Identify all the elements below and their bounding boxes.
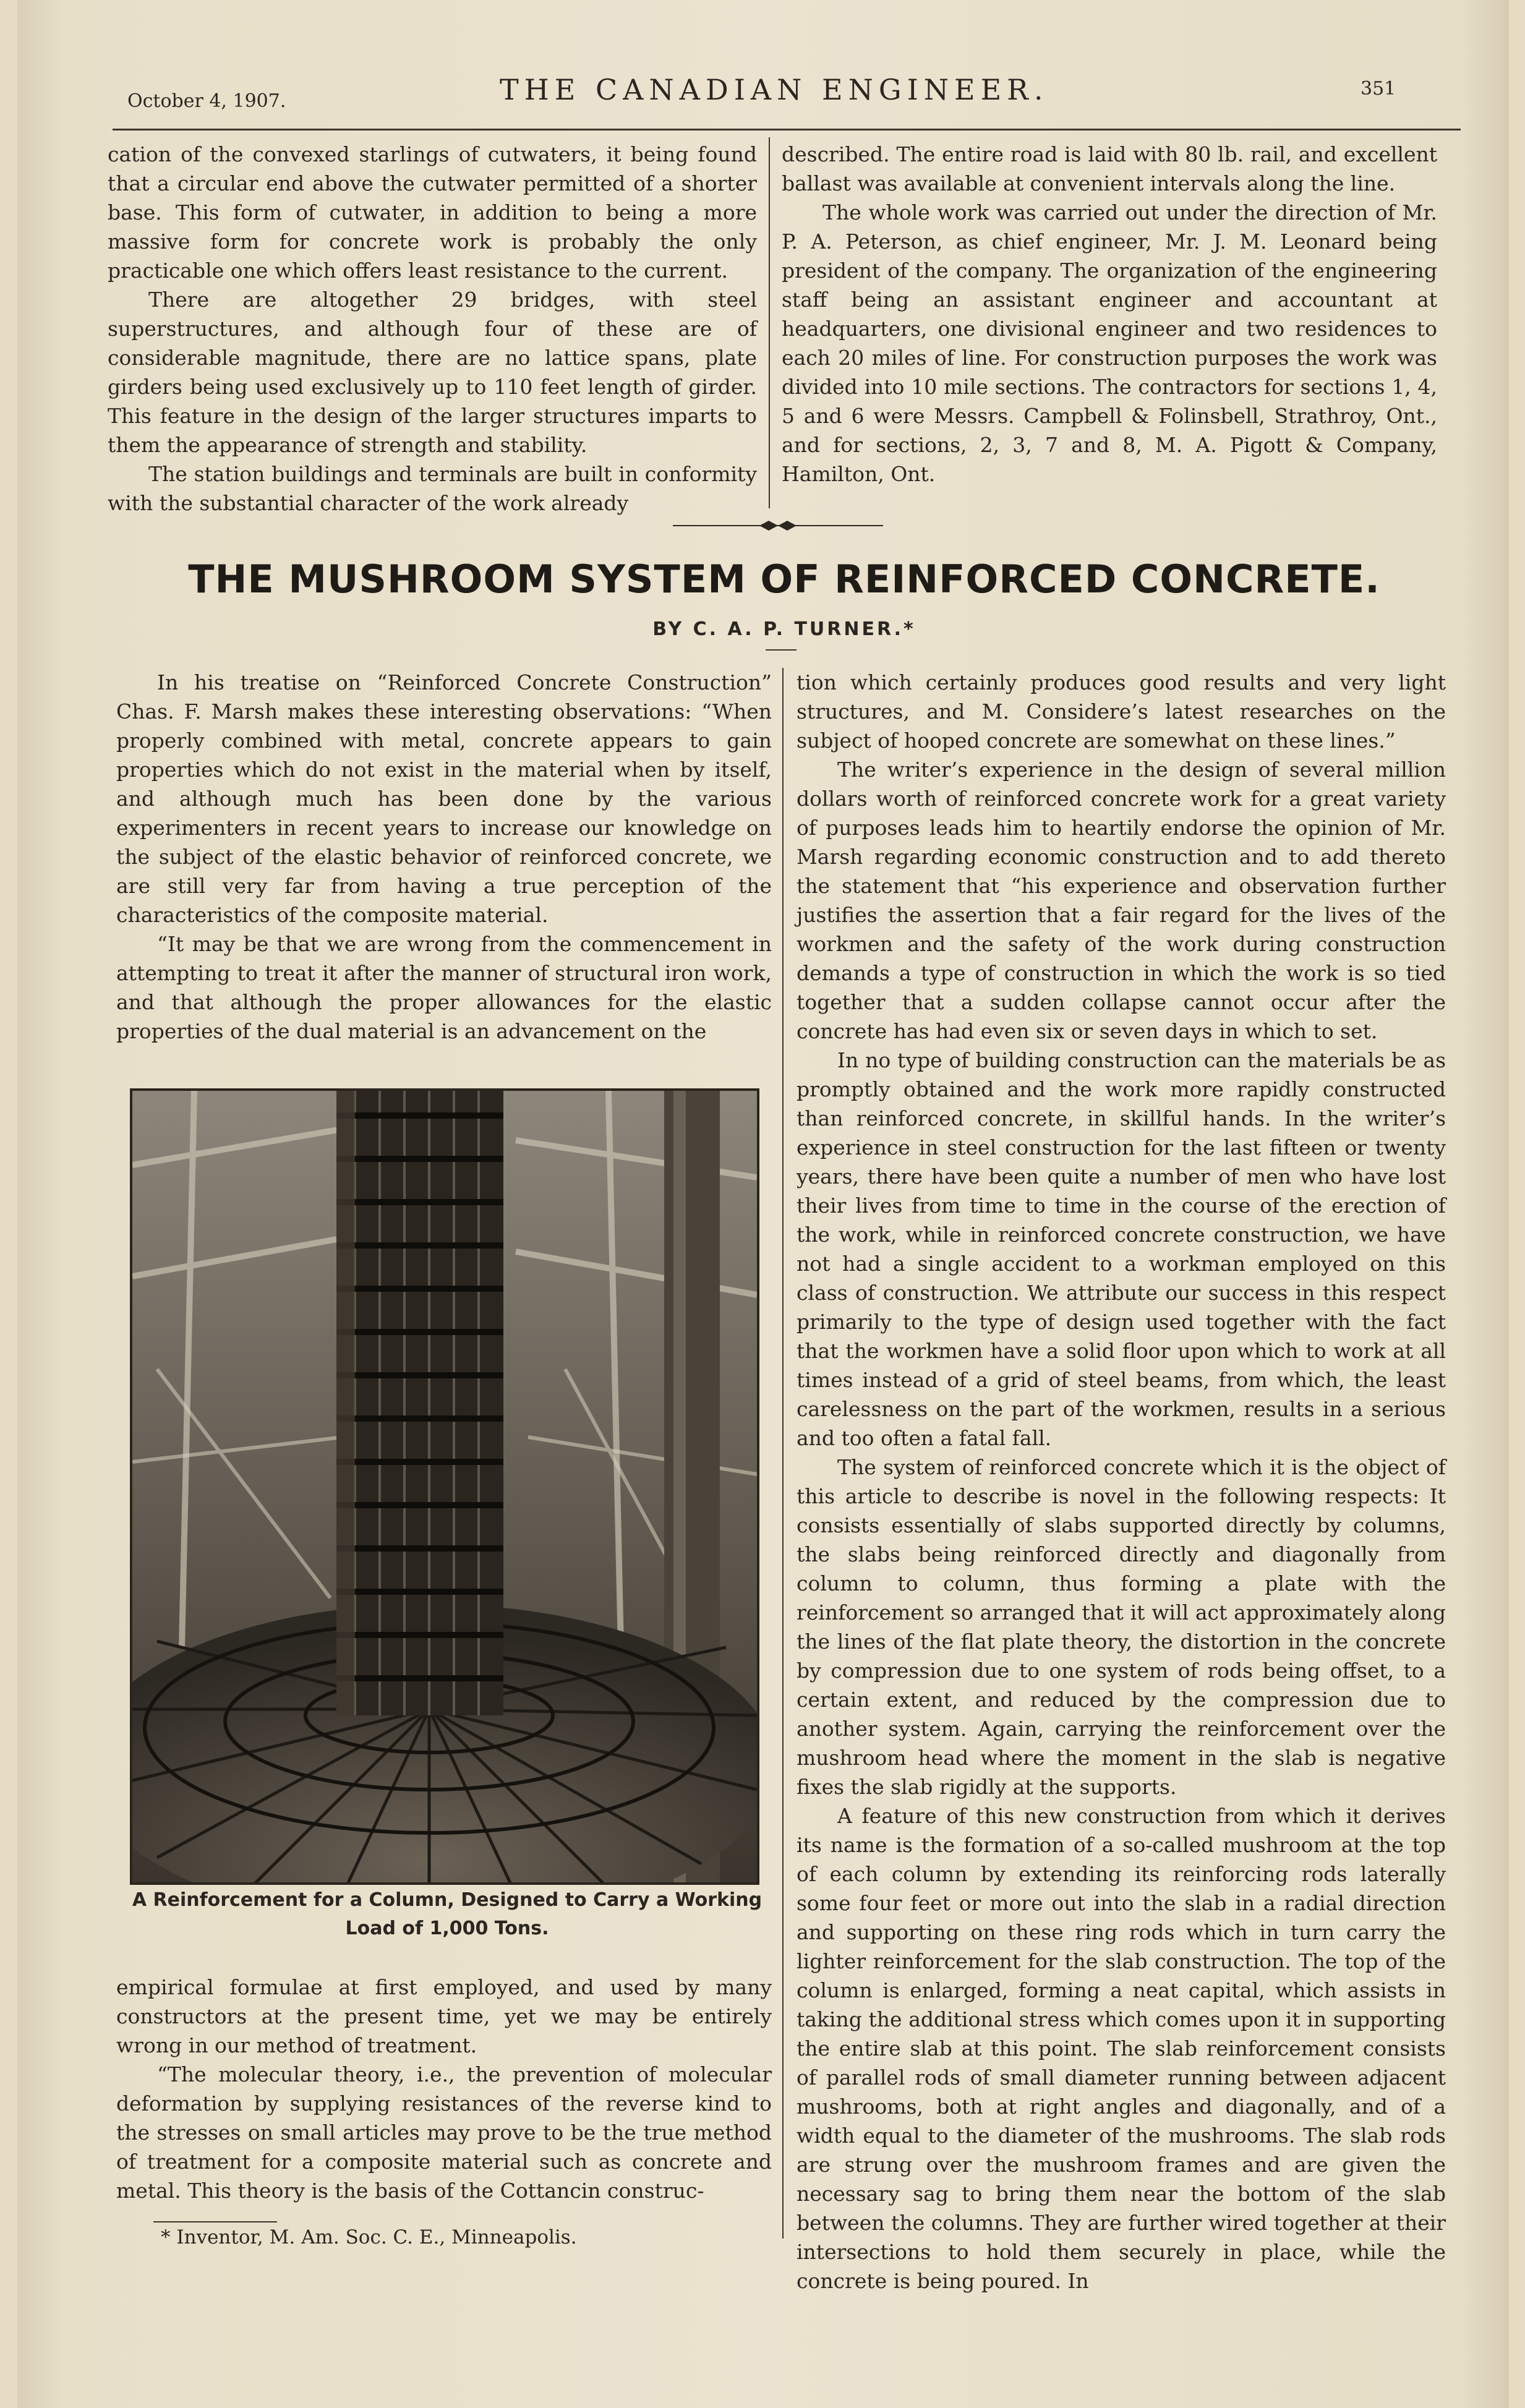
paragraph: The writer’s experience in the design of several million dollars worth of reinforced concrete work for a great variety of purposes leads him to heartily endorse the opinion of Mr. Marsh regarding economic construction and to add thereto the statement that “his experience and observation further justifies the assertion that a fair regard for the lives of the workmen and the safety of the work during construction demands a type of construction in which the work is so tied together that a sudden collapse cannot occur after the concrete has had even six or seven days in which to set. — [797, 758, 1446, 1043]
paragraph: The whole work was carried out under the direction of Mr. P. A. Peterson, as chief engineer, Mr. J. M. Leonard being president of the company. The organization of the engineering staff being an assistant engineer and accountant at headquarters, one divisional engineer and two residences to each 20 miles of line. For construction purposes the work was divided into 10 mile sections. The contractors for sections 1, 4, 5 and 6 were Messrs. Campbell & Folinsbell, Strathroy, Ont., and for sections, 2, 3, 7 and 8, M. A. Pigott & Company, Hamilton, Ont. — [782, 200, 1437, 486]
paragraph: tion which certainly produces good results and very light structures, and M. Considere’s latest researches on the subject of hooped concrete are somewhat on these lines.” — [797, 670, 1446, 753]
paragraph: In his treatise on “Reinforced Concrete Construction” Chas. F. Marsh makes these interesting observations: “When properly combined with metal, concrete appears to gain properties which do not exist in the material when by itself, and although much has been done by the various experimenters in recent years to increase our knowledge on the subject of the elastic behavior of reinforced concrete, we are still very far from having a true perception of the characteristics of the composite material. — [116, 670, 772, 927]
paragraph: There are altogether 29 bridges, with steel superstructures, and although four of these are of considerable magnitude, there are no lattice spans, plate girders being used exclusively up to 110 feet length of girder. This feature in the design of the larger structures imparts to them the appearance of strength and stability. — [108, 288, 757, 457]
paragraph: “The molecular theory, i.e., the prevention of molecular deformation by supplying resistances of the reverse kind to the stresses on small articles may prove to be the true method of treatment for a composite material such as concrete and metal. This theory is the basis of the Cottancin construc- — [116, 2062, 772, 2203]
article-right-column — [797, 668, 1446, 2295]
article-byline: BY C. A. P. TURNER.* — [652, 618, 916, 640]
figure-caption: A Reinforcement for a Column, Designed to Carry a Working Load of 1,000 Tons. — [132, 1889, 762, 1939]
byline-rule — [766, 649, 797, 651]
publication-title: THE CANADIAN ENGINEER. — [500, 73, 1049, 106]
paragraph: The system of reinforced concrete which it is the object of this article to describe is novel in the following respects: It consists essentially of slabs supported directly by columns, the slabs being reinforced directly and diagonally from column to column, thus forming a plate with the reinforcement so arranged that it will act approximately along the lines of the flat plate theory, the distortion in the concrete by compression due to one system of rods being offset, to a certain extent, and reduced by the compression due to another system. Again, carrying the reinforcement over the mushroom head where the moment in the slab is negative fixes the slab rigidly at the supports. — [797, 1455, 1446, 1799]
footnote: * Inventor, M. Am. Soc. C. E., Minneapolis. — [161, 2226, 577, 2248]
paragraph: The station buildings and terminals are built in conformity with the substantial character of the work already — [108, 462, 757, 515]
paragraph: A feature of this new construction from which it derives its name is the formation of a so-called mushroom at the top of each column by extending its reinforcing rods laterally some four feet or more out into the slab in a radial direction and supporting on these ring rods which in turn carry the lighter reinforcement for the slab construction. The top of the column is enlarged, forming a neat capital, which assists in taking the additional stress which comes upon it in supporting the entire slab at this point. The slab reinforcement consists of parallel rods of small diameter running between adjacent mushrooms, both at right angles and diagonally, and of a width equal to the diameter of the mushrooms. The slab rods are strung over the mushroom frames and are given the necessary sag to bring them near the bottom of the slab between the columns. They are further wired together at their intersections to hold them securely in place, while the concrete is being poured. In — [797, 1804, 1446, 2293]
paragraph: described. The entire road is laid with 80 lb. rail, and excellent ballast was available at convenient intervals along the line. — [782, 142, 1437, 195]
ornamental-divider — [673, 518, 883, 533]
page-number: 351 — [1361, 78, 1396, 100]
paragraph: “It may be that we are wrong from the commencement in attempting to treat it after the manner of structural iron work, and that although the proper allowances for the elastic properties of the dual material is an advancement on the — [116, 932, 772, 1043]
article-title: THE MUSHROOM SYSTEM OF REINFORCED CONCRETE. — [188, 557, 1380, 602]
article-left-column — [116, 668, 772, 1046]
continued-left-column — [108, 140, 757, 518]
article-column-rule — [782, 668, 784, 2239]
footnote-rule — [153, 2221, 277, 2222]
column-rule — [769, 137, 770, 508]
paragraph: empirical formulae at first employed, and used by many constructors at the present time, yet we may be entirely wrong in our method of treatment. — [116, 1975, 772, 2057]
newspaper-page — [17, 0, 1509, 2408]
article-left-column-continued — [116, 1973, 772, 2205]
issue-date: October 4, 1907. — [127, 90, 286, 112]
paragraph: cation of the convexed starlings of cutwaters, it being found that a circular end above the cutwater permitted of a shorter base. This form of cutwater, in addition to being a more massive form for concrete work is probably the only practicable one which offers least resistance to the current. — [108, 142, 757, 283]
paragraph: In no type of building construction can the materials be as promptly obtained and the work more rapidly constructed than reinforced concrete, in skillful hands. In the writer’s experience in steel construction for the last fifteen or twenty years, there have been quite a number of men who have lost their lives from time to time in the course of the erection of the work, while in reinforced concrete construction, we have not had a single accident to a workman employed on this class of construction. We attribute our success in this respect primarily to the type of design used together with the fact that the workmen have a solid floor upon which to work at all times instead of a grid of steel beams, from which, the least carelessness on the part of the workmen, results in a serious and too often a fatal fall. — [797, 1048, 1446, 1450]
photo-illustration — [132, 1091, 757, 1882]
continued-right-column — [782, 140, 1437, 489]
column-reinforcement-photo — [130, 1088, 759, 1885]
header-rule — [113, 129, 1461, 130]
